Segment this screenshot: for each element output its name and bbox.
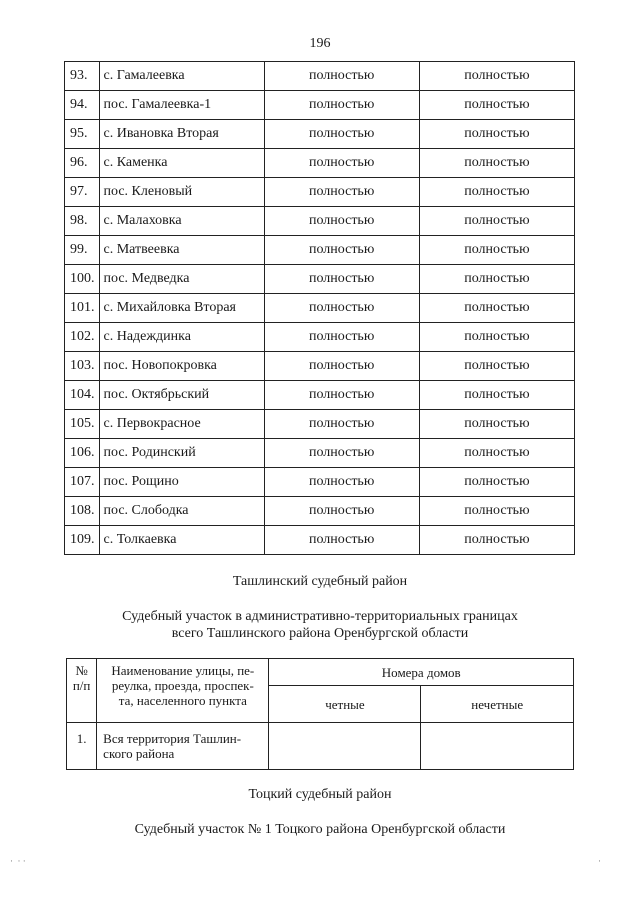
even-houses: полностью (264, 178, 419, 207)
table-row (67, 723, 574, 770)
district-heading-tashla: Ташлинский судебный район (232, 574, 408, 589)
header-name-line-3: та, населенного пункта (118, 693, 247, 708)
table-row (65, 439, 575, 468)
table-row (65, 91, 575, 120)
row-number: 103. (65, 352, 100, 381)
table-row (65, 120, 575, 149)
header-name-line-1: Наименование улицы, пе- (111, 663, 255, 678)
even-houses: полностью (264, 497, 419, 526)
row-number: 95. (65, 120, 100, 149)
settlements-table (64, 61, 575, 555)
row-name (97, 723, 269, 770)
odd-houses: полностью (419, 178, 574, 207)
row-even (269, 723, 421, 770)
table-row (65, 265, 575, 294)
row-number: 108. (65, 497, 100, 526)
row-number: 105. (65, 410, 100, 439)
scan-artifact: · (598, 856, 601, 866)
table-row (65, 149, 575, 178)
odd-houses: полностью (419, 91, 574, 120)
row-number: 100. (65, 265, 100, 294)
header-name (97, 659, 269, 723)
even-houses: полностью (264, 439, 419, 468)
settlement-name: пос. Октябрьский (99, 381, 264, 410)
even-houses: полностью (264, 352, 419, 381)
even-houses: полностью (264, 149, 419, 178)
table-row (65, 178, 575, 207)
even-houses: полностью (264, 91, 419, 120)
settlement-name: с. Толкаевка (99, 526, 264, 555)
settlement-name: с. Матвеевка (99, 236, 264, 265)
odd-houses: полностью (419, 149, 574, 178)
odd-houses: полностью (419, 497, 574, 526)
odd-houses: полностью (419, 526, 574, 555)
even-houses: полностью (264, 294, 419, 323)
settlement-name: пос. Родинский (99, 439, 264, 468)
header-even: четные (269, 686, 421, 723)
header-house-numbers: Номера домов (269, 659, 574, 686)
even-houses: полностью (264, 236, 419, 265)
odd-houses: полностью (419, 381, 574, 410)
odd-houses: полностью (419, 468, 574, 497)
table-row (65, 294, 575, 323)
header-name-line-2: реулка, проезда, проспек- (111, 678, 254, 693)
settlement-name: с. Первокрасное (99, 410, 264, 439)
table-row (65, 207, 575, 236)
row-number: 97. (65, 178, 100, 207)
odd-houses: полностью (419, 410, 574, 439)
row-number: 101. (65, 294, 100, 323)
row-number: 99. (65, 236, 100, 265)
odd-houses: полностью (419, 294, 574, 323)
even-houses: полностью (264, 526, 419, 555)
row-number: 109. (65, 526, 100, 555)
odd-houses: полностью (419, 323, 574, 352)
settlement-name: с. Михайловка Вторая (99, 294, 264, 323)
even-houses: полностью (264, 410, 419, 439)
even-houses: полностью (264, 468, 419, 497)
row-number: 106. (65, 439, 100, 468)
table-row (65, 323, 575, 352)
table-row (65, 62, 575, 91)
tashla-court-table (66, 658, 574, 770)
even-houses: полностью (264, 62, 419, 91)
district-heading-totskoye: Тоцкий судебный район (248, 787, 392, 802)
table-row (65, 526, 575, 555)
row-odd (421, 723, 574, 770)
settlement-name: пос. Гамалеевка-1 (99, 91, 264, 120)
table-row (65, 410, 575, 439)
table-row (65, 381, 575, 410)
settlement-name: с. Малаховка (99, 207, 264, 236)
row-number: 98. (65, 207, 100, 236)
row-number: 104. (65, 381, 100, 410)
court-heading-line-2: всего Ташлинского района Оренбургской области (171, 626, 469, 641)
settlement-name: с. Каменка (99, 149, 264, 178)
header-num-line-1: № (75, 663, 88, 678)
settlement-name: с. Ивановка Вторая (99, 120, 264, 149)
even-houses: полностью (264, 323, 419, 352)
odd-houses: полностью (419, 352, 574, 381)
settlement-name: пос. Медведка (99, 265, 264, 294)
settlement-name: пос. Кленовый (99, 178, 264, 207)
court-section-heading-tashla (0, 608, 640, 642)
even-houses: полностью (264, 120, 419, 149)
row-number: 102. (65, 323, 100, 352)
court-heading-line-1: Судебный участок в административно-территориальных границах (122, 609, 518, 624)
settlement-name: с. Гамалеевка (99, 62, 264, 91)
table-row (65, 468, 575, 497)
settlement-name: пос. Слободка (99, 497, 264, 526)
table-row (65, 352, 575, 381)
settlement-name: пос. Рощино (99, 468, 264, 497)
even-houses: полностью (264, 381, 419, 410)
row-number: 107. (65, 468, 100, 497)
row-number: 94. (65, 91, 100, 120)
settlement-name: с. Надеждинка (99, 323, 264, 352)
header-num (67, 659, 97, 723)
scan-artifact: · · · (10, 856, 26, 866)
table-row (65, 497, 575, 526)
table-row (65, 236, 575, 265)
even-houses: полностью (264, 265, 419, 294)
header-odd: нечетные (421, 686, 574, 723)
row-number: 96. (65, 149, 100, 178)
row-name-line-1: Вся территория Ташлин- (103, 731, 242, 746)
odd-houses: полностью (419, 265, 574, 294)
even-houses: полностью (264, 207, 419, 236)
odd-houses: полностью (419, 207, 574, 236)
row-num: 1. (67, 723, 97, 770)
header-num-line-2: п/п (72, 678, 91, 693)
settlement-name: пос. Новопокровка (99, 352, 264, 381)
row-number: 93. (65, 62, 100, 91)
row-name-line-2: ского района (103, 746, 175, 761)
page-number: 196 (309, 36, 331, 51)
odd-houses: полностью (419, 236, 574, 265)
odd-houses: полностью (419, 439, 574, 468)
odd-houses: полностью (419, 62, 574, 91)
court-section-heading-totskoye: Судебный участок № 1 Тоцкого района Оренбургской области (134, 822, 506, 837)
odd-houses: полностью (419, 120, 574, 149)
